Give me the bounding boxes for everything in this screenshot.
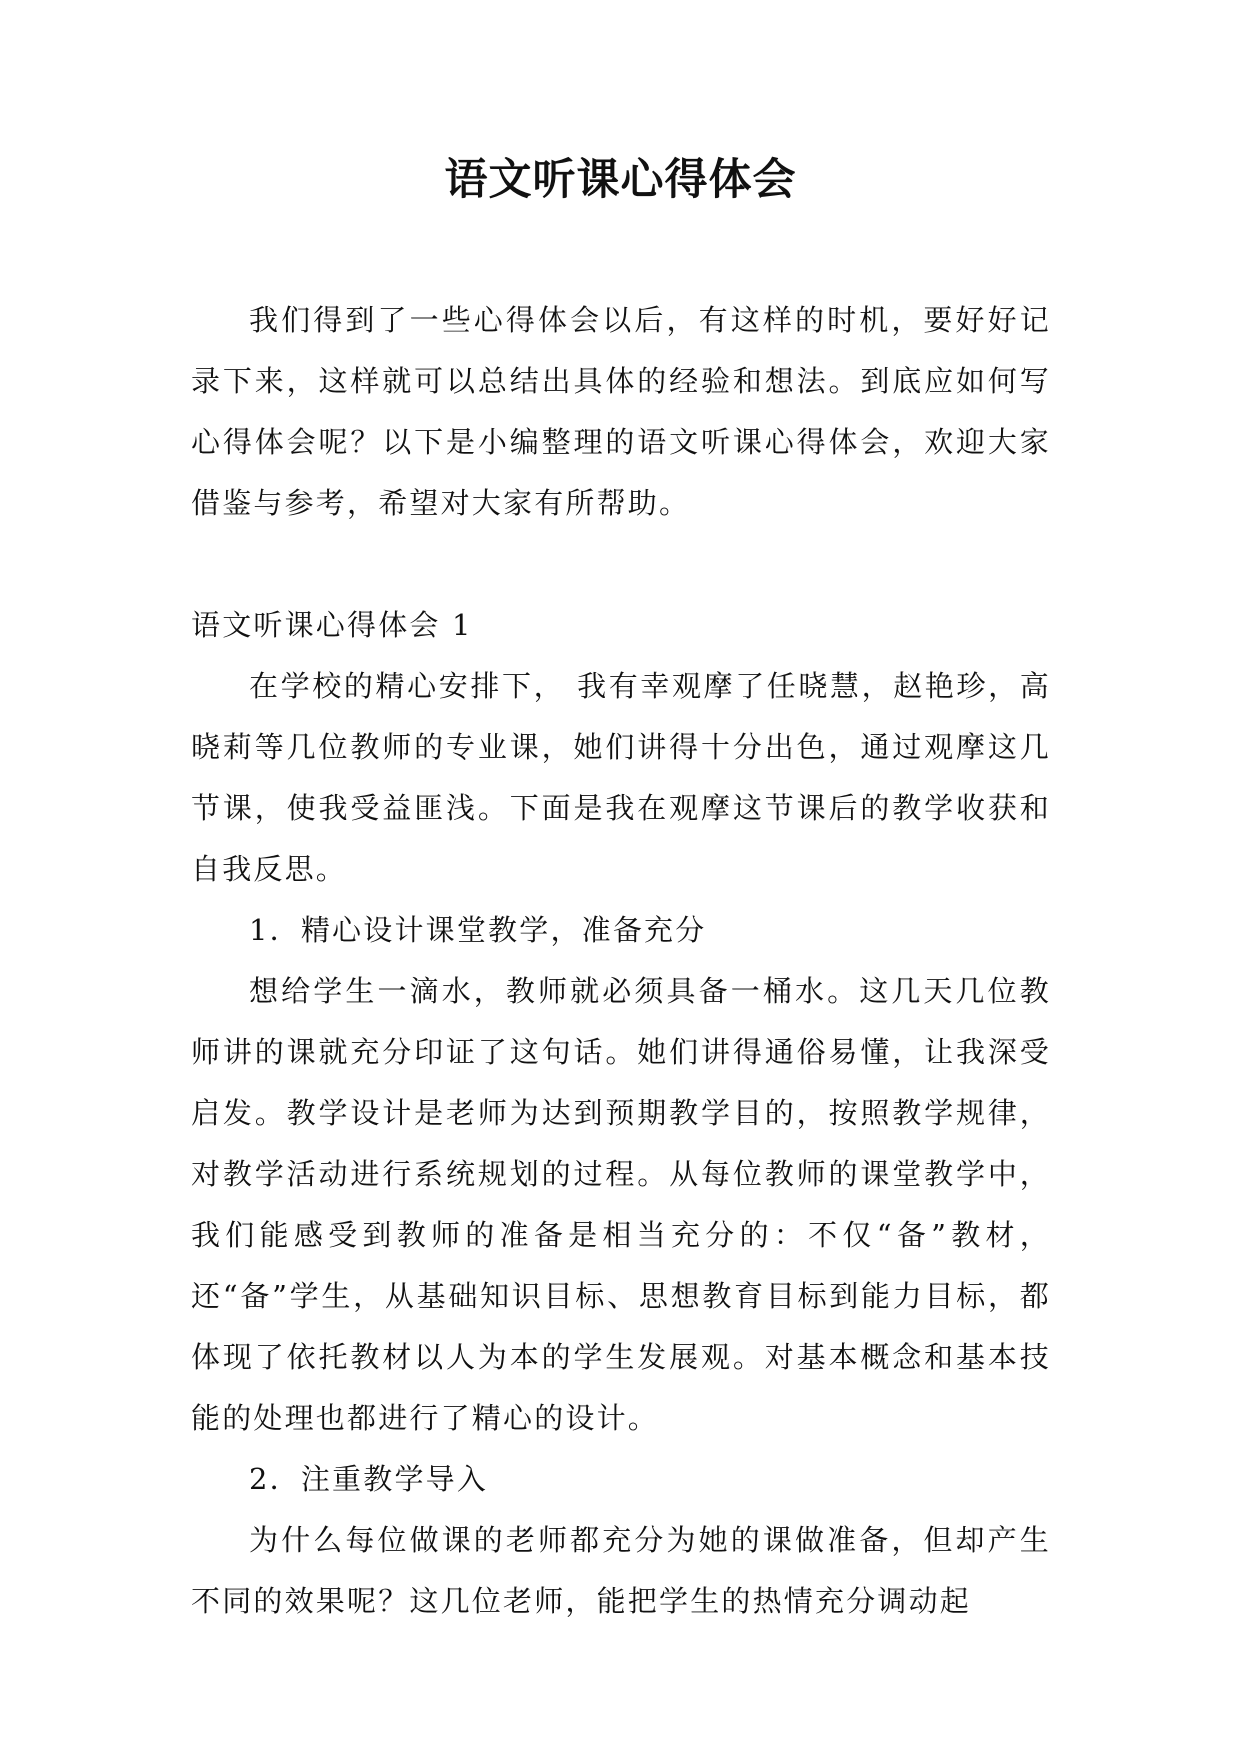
- document-body: [191, 290, 1051, 1632]
- document-title: 语文听课心得体会: [444, 155, 797, 205]
- section-heading-1: 语文听课心得体会 1: [191, 608, 473, 642]
- intro-paragraph: 我们得到了一些心得体会以后，有这样的时机，要好好记录下来，这样就可以总结出具体的经验和想法。到底应如何写心得体会呢？以下是小编整理的语文听课心得体会，欢迎大家借鉴与参考，希望对大家有所帮助。: [191, 303, 1051, 520]
- point-heading-1: 1．精心设计课堂教学，准备充分: [249, 913, 707, 947]
- point2-paragraph: 为什么每位做课的老师都充分为她的课做准备，但却产生不同的效果呢？这几位老师，能把学生的热情充分调动起: [191, 1523, 1051, 1618]
- point1-paragraph: 想给学生一滴水，教师就必须具备一桶水。这几天几位教师讲的课就充分印证了这句话。她们讲得通俗易懂，让我深受启发。教学设计是老师为达到预期教学目的，按照教学规律，对教学活动进行系统规划的过程。从每位教师的课堂教学中，我们能感受到教师的准备是相当充分的：不仅“备”教材，还“备”学生，从基础知识目标、思想教育目标到能力目标，都体现了依托教材以人为本的学生发展观。对基本概念和基本技能的处理也都进行了精心的设计。: [191, 974, 1051, 1435]
- point-heading-2: 2．注重教学导入: [249, 1462, 489, 1496]
- section1-paragraph: 在学校的精心安排下， 我有幸观摩了任晓慧，赵艳珍，高晓莉等几位教师的专业课，她们讲得十分出色，通过观摩这几节课，使我受益匪浅。下面是我在观摩这节课后的教学收获和自我反思。: [191, 669, 1051, 886]
